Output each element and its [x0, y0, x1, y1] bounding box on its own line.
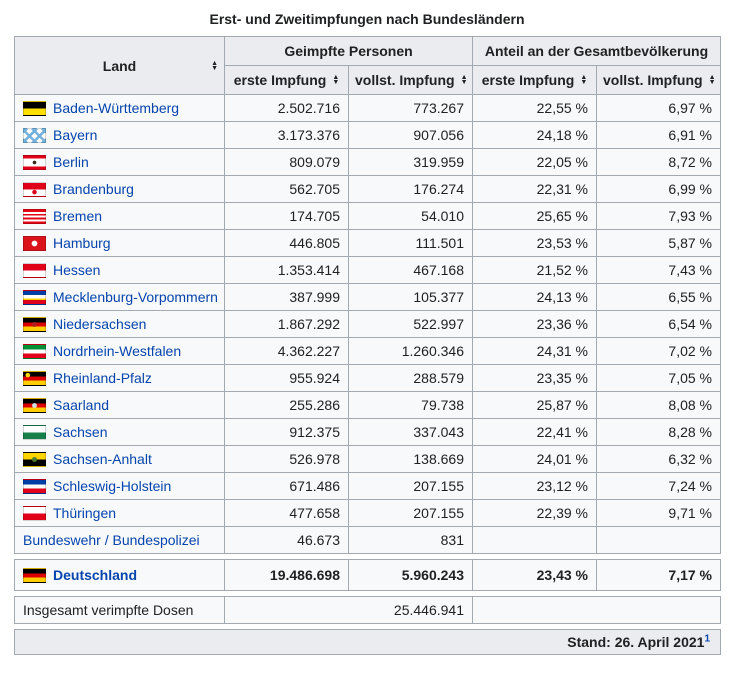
vollst-impfung-pct-cell: 6,54 %: [597, 311, 721, 338]
vollst-impfung-pct-cell: 8,28 %: [597, 419, 721, 446]
land-cell: [15, 419, 225, 446]
sort-arrows-icon: [461, 75, 468, 85]
table-row: [15, 311, 721, 338]
vollst-impfung-cell: 288.579: [349, 365, 473, 392]
state-link[interactable]: Sachsen: [53, 424, 108, 440]
mecklenburg-vorpommern-flag-icon: [23, 290, 46, 305]
erste-impfung-cell: 477.658: [225, 500, 349, 527]
stand-cell: [15, 630, 721, 655]
sort-arrows-icon: [580, 75, 587, 85]
erste-impfung-pct-cell: 24,18 %: [473, 122, 597, 149]
hessen-flag-icon: [23, 263, 46, 278]
land-cell: [15, 473, 225, 500]
header-group-row: [15, 37, 721, 66]
vollst-impfung-cell: 907.056: [349, 122, 473, 149]
vollst-impfung-cell: 54.010: [349, 203, 473, 230]
table-row: [15, 527, 721, 554]
erste-impfung-cell: 562.705: [225, 176, 349, 203]
berlin-flag-icon: [23, 155, 46, 170]
doses-row: [15, 597, 721, 624]
table-row: [15, 95, 721, 122]
erste-impfung-cell: 46.673: [225, 527, 349, 554]
rheinland-pfalz-flag-icon: [23, 371, 46, 386]
state-link[interactable]: Thüringen: [53, 505, 117, 521]
thueringen-flag-icon: [23, 506, 46, 521]
erste-impfung-cell: 1.867.292: [225, 311, 349, 338]
erste-impfung-pct-cell: 24,31 %: [473, 338, 597, 365]
column-header-erste-impfung-pct[interactable]: [473, 66, 597, 95]
land-cell: [15, 365, 225, 392]
vollst-impfung-pct-cell: 7,05 %: [597, 365, 721, 392]
vollst-impfung-pct-cell: 5,87 %: [597, 230, 721, 257]
table-row: [15, 338, 721, 365]
erste-impfung-cell: 174.705: [225, 203, 349, 230]
vollst-impfung-pct-cell: [597, 527, 721, 554]
land-cell: [15, 149, 225, 176]
table-row: [15, 176, 721, 203]
table-row: [15, 392, 721, 419]
land-cell: [15, 527, 225, 554]
land-cell: [15, 203, 225, 230]
vollst-impfung-cell: 79.738: [349, 392, 473, 419]
column-group-label: Geimpfte Personen: [284, 43, 413, 59]
total-erste-impfung-cell: 19.486.698: [225, 560, 349, 591]
erste-impfung-pct-cell: 22,55 %: [473, 95, 597, 122]
state-link[interactable]: Mecklenburg-Vorpommern: [53, 289, 218, 305]
state-link[interactable]: Berlin: [53, 154, 89, 170]
state-link[interactable]: Brandenburg: [53, 181, 134, 197]
column-header-vollst-impfung-abs[interactable]: [349, 66, 473, 95]
land-cell: [15, 95, 225, 122]
total-land-cell: [15, 560, 225, 591]
state-link[interactable]: Sachsen-Anhalt: [53, 451, 152, 467]
erste-impfung-cell: 387.999: [225, 284, 349, 311]
state-link[interactable]: Saarland: [53, 397, 110, 413]
sachsen-flag-icon: [23, 425, 46, 440]
doses-label-cell: Insgesamt verimpfte Dosen: [15, 597, 225, 624]
table-row: [15, 419, 721, 446]
table-footer-row: [15, 630, 721, 655]
erste-impfung-pct-cell: 24,01 %: [473, 446, 597, 473]
bayern-flag-icon: [23, 128, 46, 143]
table-row: [15, 122, 721, 149]
land-cell: [15, 176, 225, 203]
vollst-impfung-cell: 176.274: [349, 176, 473, 203]
table-row: [15, 257, 721, 284]
erste-impfung-cell: 671.486: [225, 473, 349, 500]
state-link[interactable]: Bundeswehr / Bundespolizei: [23, 532, 200, 548]
erste-impfung-pct-cell: 23,35 %: [473, 365, 597, 392]
table-row: [15, 284, 721, 311]
erste-impfung-pct-cell: 22,41 %: [473, 419, 597, 446]
vollst-impfung-pct-cell: 7,43 %: [597, 257, 721, 284]
vollst-impfung-cell: 207.155: [349, 500, 473, 527]
land-cell: [15, 446, 225, 473]
erste-impfung-cell: 255.286: [225, 392, 349, 419]
erste-impfung-pct-cell: 24,13 %: [473, 284, 597, 311]
erste-impfung-pct-cell: 25,65 %: [473, 203, 597, 230]
vollst-impfung-cell: 522.997: [349, 311, 473, 338]
vollst-impfung-pct-cell: 8,08 %: [597, 392, 721, 419]
table-row: [15, 365, 721, 392]
schleswig-holstein-flag-icon: [23, 479, 46, 494]
land-cell: [15, 311, 225, 338]
vollst-impfung-pct-cell: 6,91 %: [597, 122, 721, 149]
total-row-deutschland: [15, 560, 721, 591]
erste-impfung-cell: 1.353.414: [225, 257, 349, 284]
baden-wuerttemberg-flag-icon: [23, 101, 46, 116]
table-row: [15, 203, 721, 230]
land-cell: [15, 122, 225, 149]
column-header-label: vollst. Impfung: [603, 72, 703, 88]
erste-impfung-cell: 809.079: [225, 149, 349, 176]
total-vollst-impfung-pct-cell: 7,17 %: [597, 560, 721, 591]
sort-arrows-icon: [332, 75, 339, 85]
erste-impfung-pct-cell: 22,31 %: [473, 176, 597, 203]
table-row: [15, 500, 721, 527]
saarland-flag-icon: [23, 398, 46, 413]
table-row: [15, 446, 721, 473]
state-link[interactable]: Baden-Württemberg: [53, 100, 180, 116]
column-header-label: erste Impfung: [481, 72, 575, 88]
vollst-impfung-cell: 773.267: [349, 95, 473, 122]
vollst-impfung-cell: 111.501: [349, 230, 473, 257]
table-row: [15, 149, 721, 176]
erste-impfung-cell: 526.978: [225, 446, 349, 473]
reference-link[interactable]: 1: [704, 633, 711, 645]
stand-label: Stand: 26. April 2021: [567, 634, 705, 650]
vollst-impfung-pct-cell: 6,32 %: [597, 446, 721, 473]
land-cell: [15, 500, 225, 527]
erste-impfung-pct-cell: 22,39 %: [473, 500, 597, 527]
state-link[interactable]: Rheinland-Pfalz: [53, 370, 152, 386]
total-vollst-impfung-cell: 5.960.243: [349, 560, 473, 591]
column-header-label: erste Impfung: [233, 72, 327, 88]
erste-impfung-cell: 3.173.376: [225, 122, 349, 149]
niedersachsen-flag-icon: [23, 317, 46, 332]
vollst-impfung-cell: 831: [349, 527, 473, 554]
state-link[interactable]: Hamburg: [53, 235, 111, 251]
erste-impfung-pct-cell: 21,52 %: [473, 257, 597, 284]
erste-impfung-cell: 912.375: [225, 419, 349, 446]
land-cell: [15, 338, 225, 365]
vollst-impfung-pct-cell: 7,24 %: [597, 473, 721, 500]
total-erste-impfung-pct-cell: 23,43 %: [473, 560, 597, 591]
hamburg-flag-icon: [23, 236, 46, 251]
erste-impfung-pct-cell: 23,36 %: [473, 311, 597, 338]
erste-impfung-cell: 2.502.716: [225, 95, 349, 122]
erste-impfung-cell: 4.362.227: [225, 338, 349, 365]
state-link[interactable]: Bremen: [53, 208, 103, 224]
brandenburg-flag-icon: [23, 182, 46, 197]
page-title: Erst- und Zweitimpfungen nach Bundesländern: [209, 11, 525, 27]
land-cell: [15, 392, 225, 419]
table-row: [15, 230, 721, 257]
vollst-impfung-pct-cell: 9,71 %: [597, 500, 721, 527]
vollst-impfung-pct-cell: 6,99 %: [597, 176, 721, 203]
column-group-anteil-gesamtbevoelkerung: [473, 37, 721, 66]
column-header-erste-impfung-abs[interactable]: [225, 66, 349, 95]
erste-impfung-cell: 955.924: [225, 365, 349, 392]
column-header-land-label: Land: [102, 57, 137, 74]
erste-impfung-pct-cell: 23,12 %: [473, 473, 597, 500]
vollst-impfung-pct-cell: 7,93 %: [597, 203, 721, 230]
vollst-impfung-cell: 467.168: [349, 257, 473, 284]
column-group-geimpfte-personen: [225, 37, 473, 66]
nordrhein-westfalen-flag-icon: [23, 344, 46, 359]
state-link[interactable]: Schleswig-Holstein: [53, 478, 172, 494]
table-row: [15, 473, 721, 500]
erste-impfung-cell: 446.805: [225, 230, 349, 257]
erste-impfung-pct-cell: [473, 527, 597, 554]
bremen-flag-icon: [23, 209, 46, 224]
vollst-impfung-pct-cell: 7,02 %: [597, 338, 721, 365]
vollst-impfung-cell: 138.669: [349, 446, 473, 473]
column-header-label: vollst. Impfung: [355, 72, 455, 88]
doses-empty-cell: [473, 597, 721, 624]
sachsen-anhalt-flag-icon: [23, 452, 46, 467]
state-link[interactable]: Niedersachsen: [53, 316, 147, 332]
column-header-vollst-impfung-pct[interactable]: [597, 66, 721, 95]
column-group-label: Anteil an der Gesamtbevölkerung: [484, 43, 709, 59]
vaccination-table: [14, 36, 721, 655]
land-cell: [15, 284, 225, 311]
vollst-impfung-pct-cell: 6,55 %: [597, 284, 721, 311]
erste-impfung-pct-cell: 22,05 %: [473, 149, 597, 176]
erste-impfung-pct-cell: 23,53 %: [473, 230, 597, 257]
sort-arrows-icon: [709, 75, 716, 85]
land-cell: [15, 257, 225, 284]
state-link-deutschland[interactable]: Deutschland: [53, 567, 138, 583]
doses-value-cell: 25.446.941: [225, 597, 473, 624]
vollst-impfung-pct-cell: 6,97 %: [597, 95, 721, 122]
erste-impfung-pct-cell: 25,87 %: [473, 392, 597, 419]
vollst-impfung-cell: 105.377: [349, 284, 473, 311]
vollst-impfung-cell: 1.260.346: [349, 338, 473, 365]
state-link[interactable]: Bayern: [53, 127, 98, 143]
sort-arrows-icon: [211, 61, 218, 71]
land-cell: [15, 230, 225, 257]
vollst-impfung-cell: 337.043: [349, 419, 473, 446]
state-link[interactable]: Nordrhein-Westfalen: [53, 343, 182, 359]
vollst-impfung-cell: 319.959: [349, 149, 473, 176]
vollst-impfung-cell: 207.155: [349, 473, 473, 500]
state-link[interactable]: Hessen: [53, 262, 101, 278]
deutschland-flag-icon: [23, 568, 46, 583]
vollst-impfung-pct-cell: 8,72 %: [597, 149, 721, 176]
column-header-land[interactable]: [15, 37, 225, 95]
